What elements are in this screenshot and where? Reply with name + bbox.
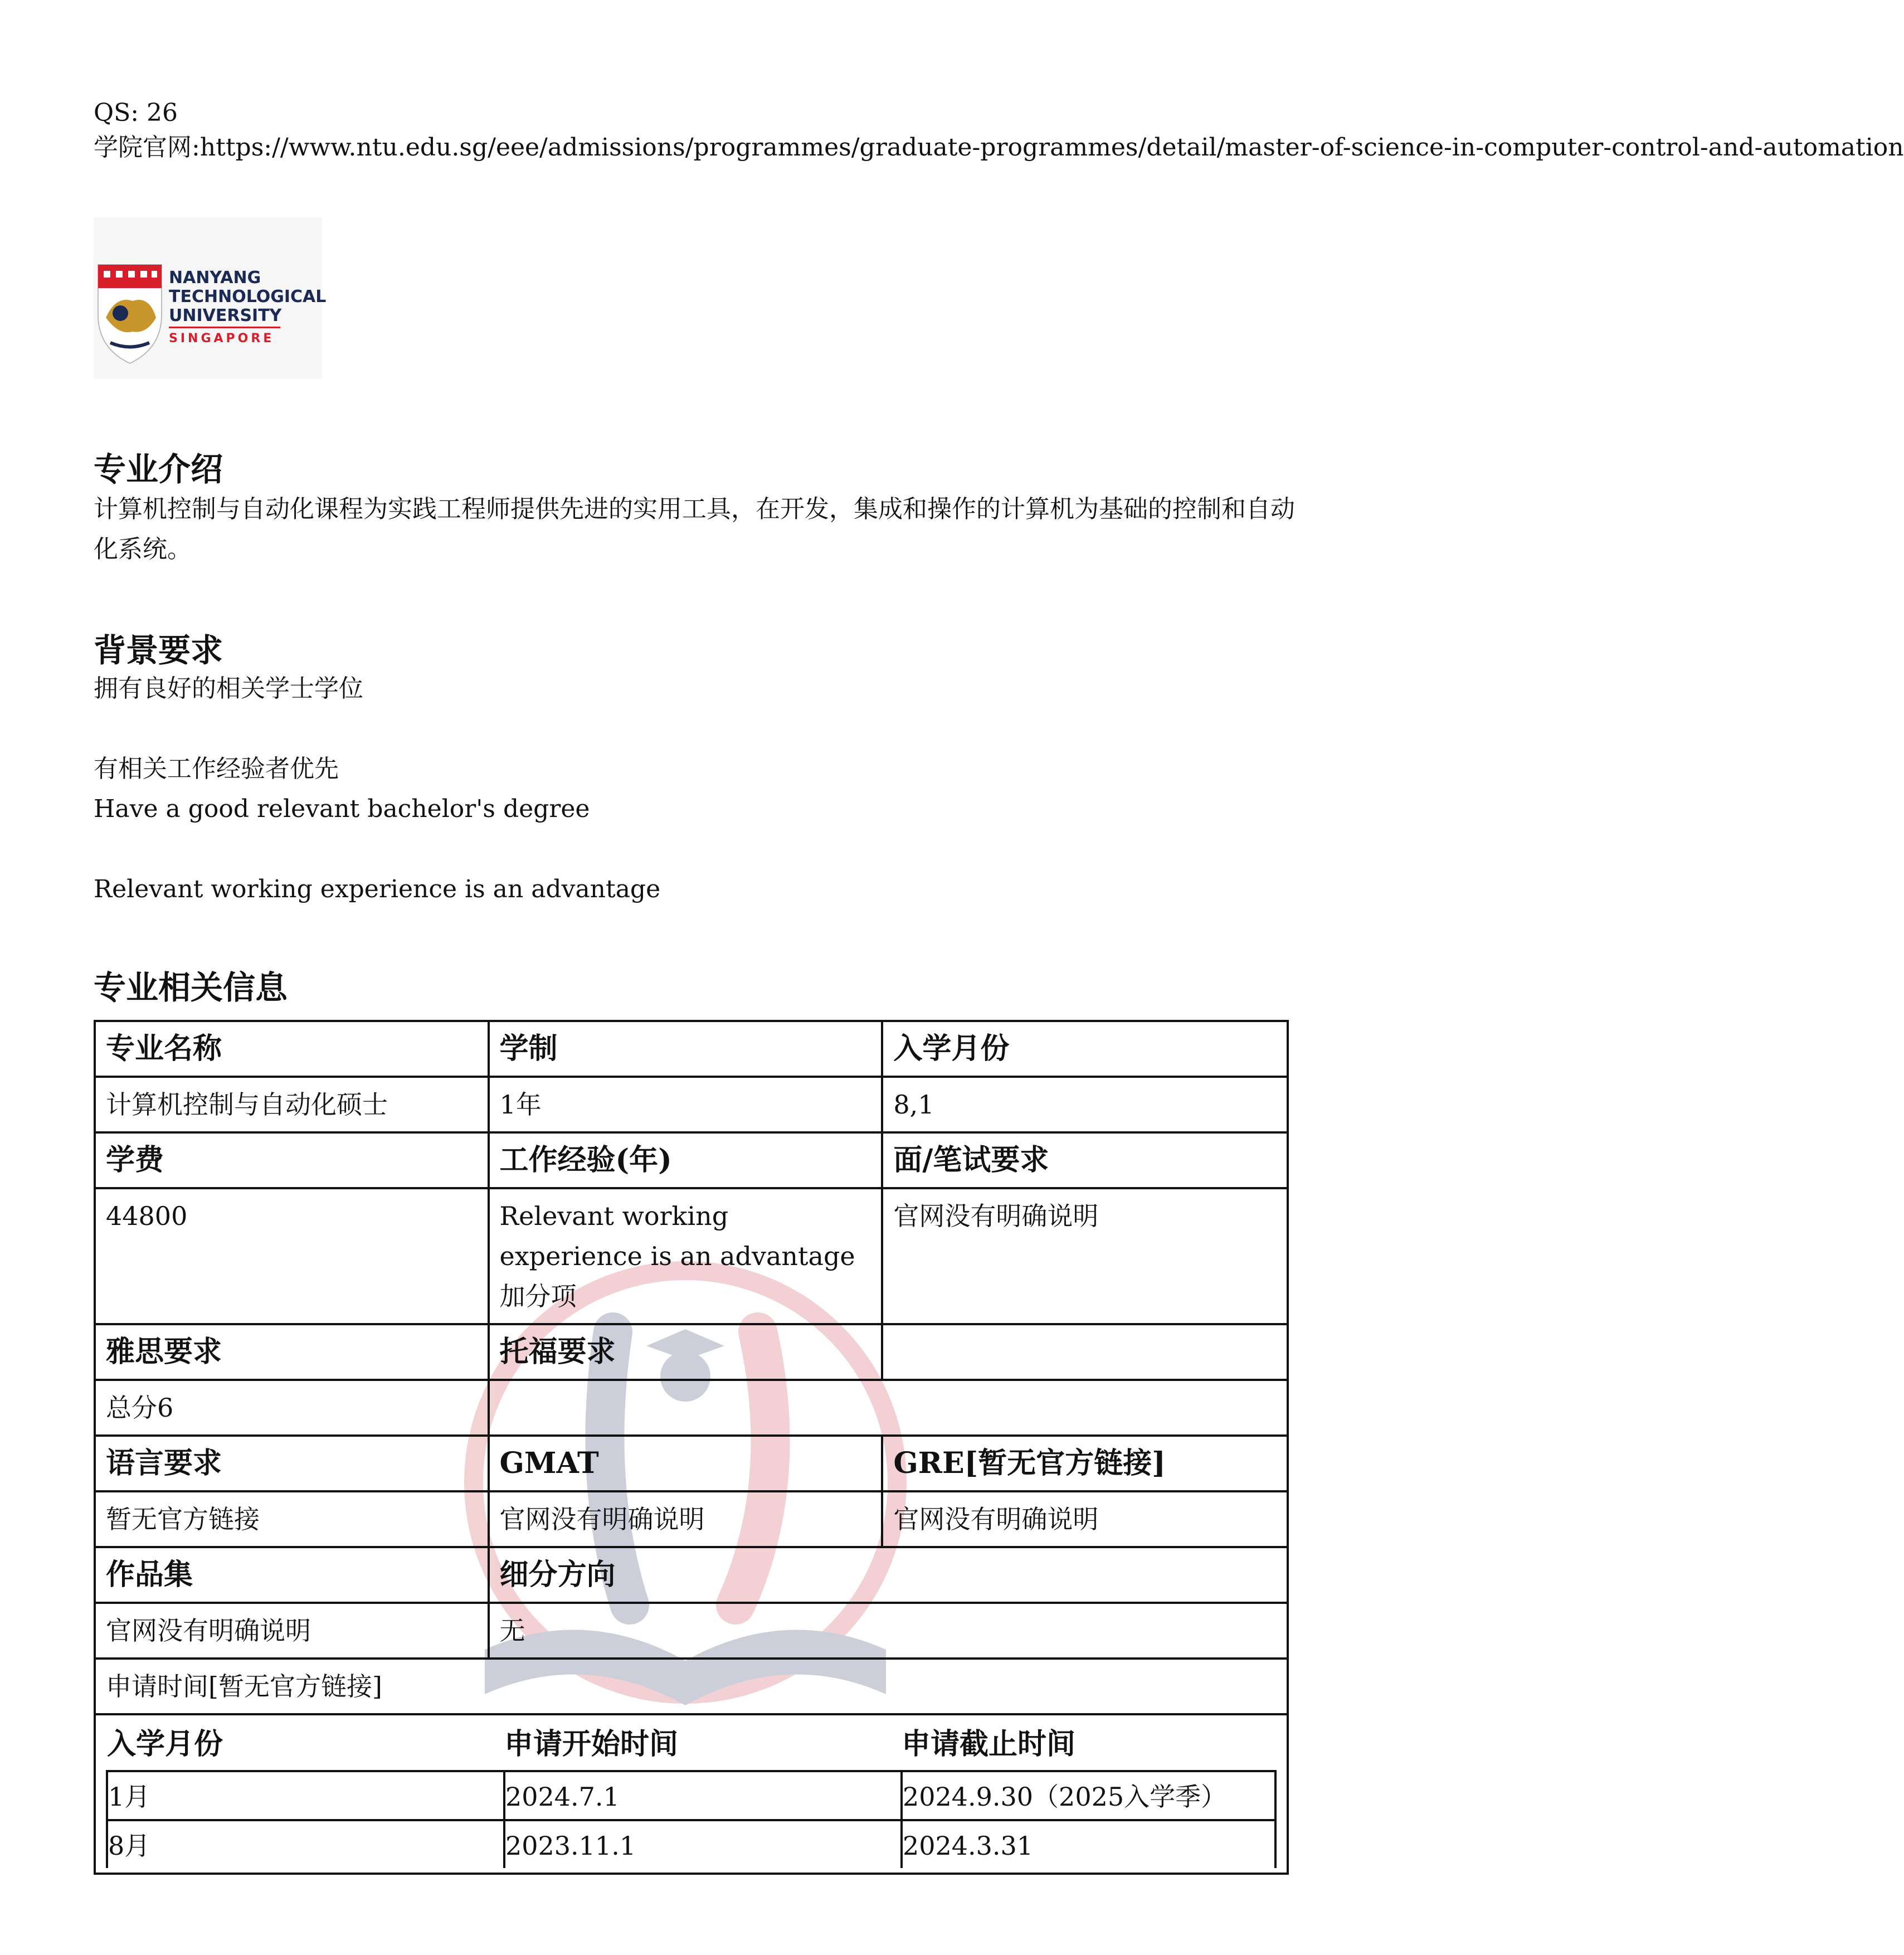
- intake-value: 8,1: [882, 1077, 1288, 1132]
- tuition-value: 44800: [95, 1188, 489, 1324]
- app-row1-intake: 1月: [107, 1771, 504, 1820]
- background-heading: 背景要求: [94, 631, 223, 669]
- work-exp-en: Relevant working experience is an advantage: [499, 1201, 855, 1271]
- duration-value: 1年: [489, 1077, 883, 1132]
- app-time-cell: [95, 1714, 1288, 1874]
- app-row2-deadline: 2024.3.31: [902, 1820, 1275, 1868]
- work-exp-value: [489, 1188, 883, 1324]
- table-row: [107, 1820, 1275, 1868]
- portfolio-value: 官网没有明确说明: [95, 1603, 489, 1659]
- gre-label: GRE[暂无官方链接]: [882, 1436, 1288, 1491]
- app-row1-start: 2024.7.1: [504, 1771, 902, 1820]
- ielts-label: 雅思要求: [95, 1324, 489, 1380]
- table-row: [107, 1771, 1275, 1820]
- interview-label: 面/笔试要求: [882, 1132, 1288, 1188]
- toefl-label: 托福要求: [489, 1324, 883, 1380]
- work-exp-cn: 加分项: [499, 1281, 577, 1311]
- program-name-value: 计算机控制与自动化硕士: [95, 1077, 489, 1132]
- info-table: [94, 1020, 1289, 1875]
- app-header-intake: 入学月份: [107, 1715, 504, 1771]
- application-header-row: [107, 1715, 1275, 1771]
- website-label: 学院官网:: [94, 133, 200, 162]
- ntu-logo: [94, 217, 327, 379]
- tuition-label: 学费: [95, 1132, 489, 1188]
- intake-label: 入学月份: [882, 1021, 1288, 1077]
- logo-line4: SINGAPORE: [169, 332, 275, 346]
- empty-cell: [882, 1324, 1288, 1380]
- background-line-1: 拥有良好的相关学士学位: [94, 674, 363, 703]
- gmat-label: GMAT: [489, 1436, 883, 1491]
- intro-text: 计算机控制与自动化课程为实践工程师提供先进的实用工具，在开发，集成和操作的计算机为基础的控制和自动化系统。: [94, 495, 1295, 563]
- app-header-deadline: 申请截止时间: [902, 1715, 1275, 1771]
- info-heading: 专业相关信息: [94, 969, 288, 1006]
- logo-line1: NANYANG: [169, 268, 261, 288]
- interview-value: 官网没有明确说明: [882, 1188, 1288, 1324]
- background-line-2: 有相关工作经验者优先: [94, 755, 339, 783]
- intro-heading: 专业介绍: [94, 450, 223, 488]
- ielts-value: 总分6: [95, 1380, 489, 1436]
- program-name-label: 专业名称: [95, 1021, 489, 1077]
- portfolio-label: 作品集: [95, 1547, 489, 1603]
- toefl-value: [489, 1380, 1288, 1436]
- subfield-label: 细分方向: [489, 1547, 1288, 1603]
- logo-line3: UNIVERSITY: [169, 306, 282, 325]
- app-row2-start: 2023.11.1: [504, 1820, 902, 1868]
- website-link[interactable]: https://www.ntu.edu.sg/eee/admissions/programmes/graduate-programmes/detail/master-of-science-in-computer-control-and-automation: [199, 133, 1904, 162]
- logo-line2: TECHNOLOGICAL: [169, 287, 327, 307]
- app-header-start: 申请开始时间: [504, 1715, 902, 1771]
- app-row2-intake: 8月: [107, 1820, 504, 1868]
- lang-label: 语言要求: [95, 1436, 489, 1491]
- background-line-4: Relevant working experience is an advantage: [94, 875, 661, 903]
- background-line-3: Have a good relevant bachelor's degree: [94, 795, 590, 823]
- app-time-label: 申请时间[暂无官方链接]: [95, 1659, 1288, 1714]
- subfield-value: 无: [489, 1603, 1288, 1659]
- gmat-value: 官网没有明确说明: [489, 1491, 883, 1547]
- meta-block: [94, 96, 178, 130]
- gre-value: 官网没有明确说明: [882, 1491, 1288, 1547]
- lang-value: 暂无官方链接: [95, 1491, 489, 1547]
- work-exp-label: 工作经验(年): [489, 1132, 883, 1188]
- website-row: [94, 130, 1904, 166]
- duration-label: 学制: [489, 1021, 883, 1077]
- application-table: [106, 1715, 1277, 1868]
- qs-rank: QS: 26: [94, 99, 178, 127]
- app-row1-deadline: 2024.9.30（2025入学季）: [902, 1771, 1275, 1820]
